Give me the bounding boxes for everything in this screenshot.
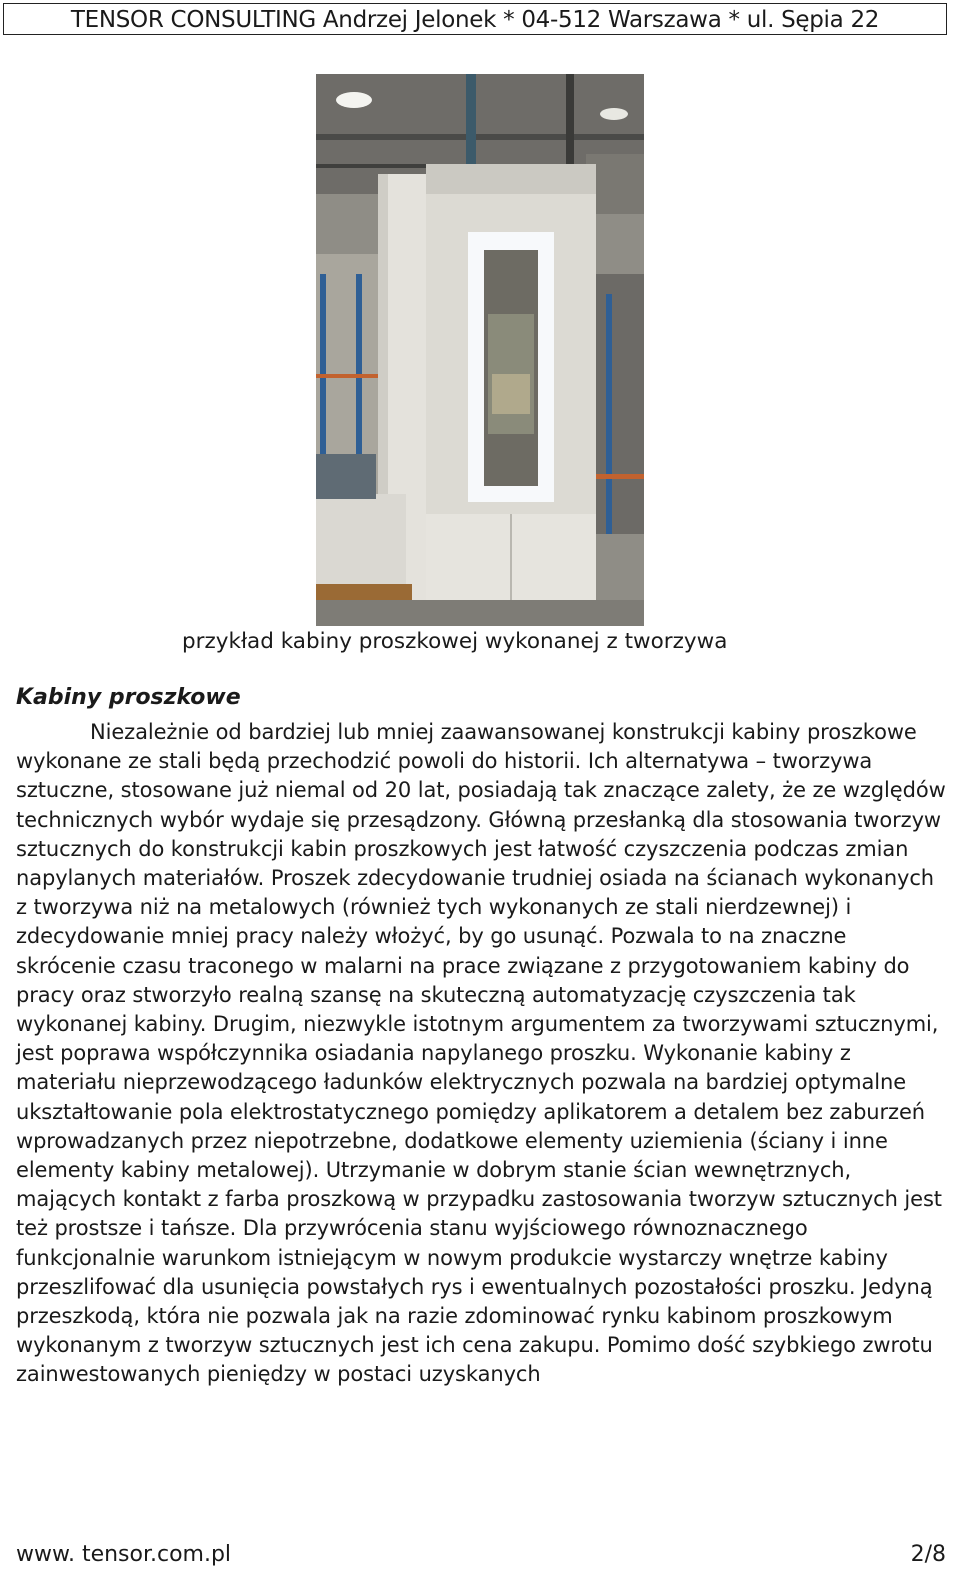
- page-header: [3, 3, 947, 35]
- figure-caption: przykład kabiny proszkowej wykonanej z tworzywa: [182, 629, 728, 654]
- powder-booth-photo: [316, 74, 644, 626]
- page-number: 2/8: [910, 1542, 946, 1567]
- section-title: Kabiny proszkowe: [16, 685, 241, 710]
- footer-url: www. tensor.com.pl: [16, 1542, 232, 1567]
- body-paragraph: Niezależnie od bardziej lub mniej zaawansowanej konstrukcji kabiny proszkowe wykonane ze stali będą przechodzić powoli do historii. Ich alternatywa – tworzywa sztuczne, stosowane już niemal od 20 lat, posiadają tak znaczące zalety, że ze względów technicznych wybór wydaje się przesądzony. Główną przesłanką dla stosowania tworzyw sztucznych do konstrukcji kabin proszkowych jest łatwość czyszczenia podczas zmian napylanych materiałów. Proszek zdecydowanie trudniej osiada na ścianach wykonanych z tworzywa niż na metalowych (również tych wykonanych ze stali nierdzewnej) i zdecydowanie mniej pracy należy włożyć, by go usunąć. Pozwala to na znaczne skrócenie czasu traconego w malarni na prace związane z przygotowaniem kabiny do pracy oraz stworzyło realną szansę na skuteczną automatyzację czyszczenia tak wykonanej kabiny. Drugim, niezwykle istotnym argumentem za tworzywami sztucznymi, jest poprawa współczynnika osiadania napylanego proszku. Wykonanie kabiny z materiału nieprzewodzącego ładunków elektrycznych pozwala na bardziej optymalne ukształtowanie pola elektrostatycznego pomiędzy aplikatorem a detalem bez zaburzeń wprowadzanych przez niepotrzebne, dodatkowe elementy uziemienia (ściany i inne elementy kabiny metalowej). Utrzymanie w dobrym stanie ścian wewnętrznych, mających kontakt z farba proszkową w przypadku zastosowania tworzyw sztucznych jest też prostsze i tańsze. Dla przywrócenia stanu wyjściowego równoznacznego funkcjonalnie warunkom istniejącym w nowym produkcie wystarczy wnętrze kabiny przeszlifować dla usunięcia powstałych rys i ewentualnych pozostałości proszku. Jedyną przeszkodą, która nie pozwala jak na razie zdominować rynku kabinom proszkowym wykonanym z tworzyw sztucznych jest ich cena zakupu. Pomimo dość szybkiego zwrotu zainwestowanych pieniędzy w postaci uzyskanych: [16, 720, 946, 1387]
- header-text: TENSOR CONSULTING Andrzej Jelonek * 04-512 Warszawa * ul. Sępia 22: [70, 7, 880, 33]
